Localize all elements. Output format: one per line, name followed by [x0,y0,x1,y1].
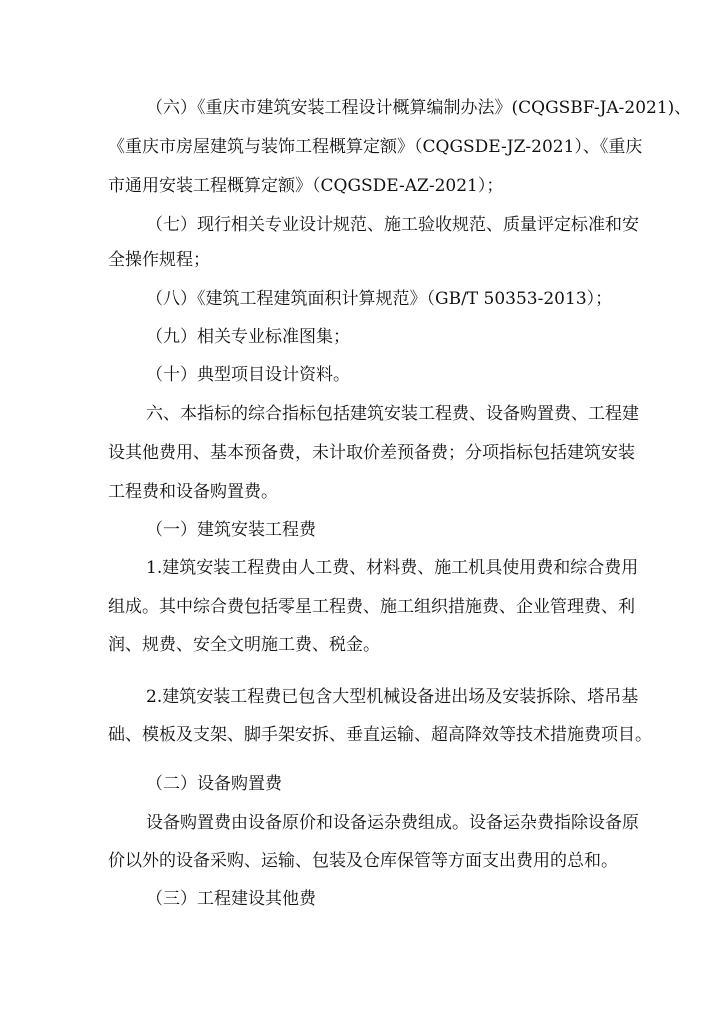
text-line: （七）现行相关专业设计规范、施工验收规范、质量评定标准和安 [146,215,639,235]
text-line: 组成。其中综合费包括零星工程费、施工组织措施费、企业管理费、利 [108,597,635,617]
text-line: 六、本指标的综合指标包括建筑安装工程费、设备购置费、工程建 [146,404,639,424]
section-heading: （三）工程建设其他费 [146,889,316,909]
text-line: （九）相关专业标准图集； [146,327,350,347]
text-line: 市通用安装工程概算定额》（CQGSDE-AZ-2021）； [108,176,504,196]
text-line: 础、模板及支架、脚手架安拆、垂直运输、超高降效等技术措施费项目。 [108,725,652,745]
text-line: 润、规费、安全文明施工费、税金。 [108,635,380,655]
text-line: 设其他费用、基本预备费，未计取价差预备费；分项指标包括建筑安装 [108,443,635,463]
text-line: 全操作规程； [108,250,210,270]
text-line: 2.建筑安装工程费已包含大型机械设备进出场及安装拆除、塔吊基 [146,687,639,707]
section-heading: （二）设备购置费 [146,774,282,794]
text-line: （十）典型项目设计资料。 [146,365,350,385]
text-line: 设备购置费由设备原价和设备运杂费组成。设备运杂费指除设备原 [146,813,639,833]
text-line: 价以外的设备采购、运输、包装及仓库保管等方面支出费用的总和。 [108,851,618,871]
text-line: 《重庆市房屋建筑与装饰工程概算定额》（CQGSDE-JZ-2021）、《重庆 [108,137,643,157]
text-line: （八）《建筑工程建筑面积计算规范》（GB/T 50353-2013）； [146,289,613,309]
text-line: （六）《重庆市建筑安装工程设计概算编制办法》(CQGSBF-JA-2021)、 [146,98,692,118]
text-line: 工程费和设备购置费。 [108,482,278,502]
text-line: 1.建筑安装工程费由人工费、材料费、施工机具使用费和综合费用 [146,558,639,578]
section-heading: （一）建筑安装工程费 [146,520,316,540]
